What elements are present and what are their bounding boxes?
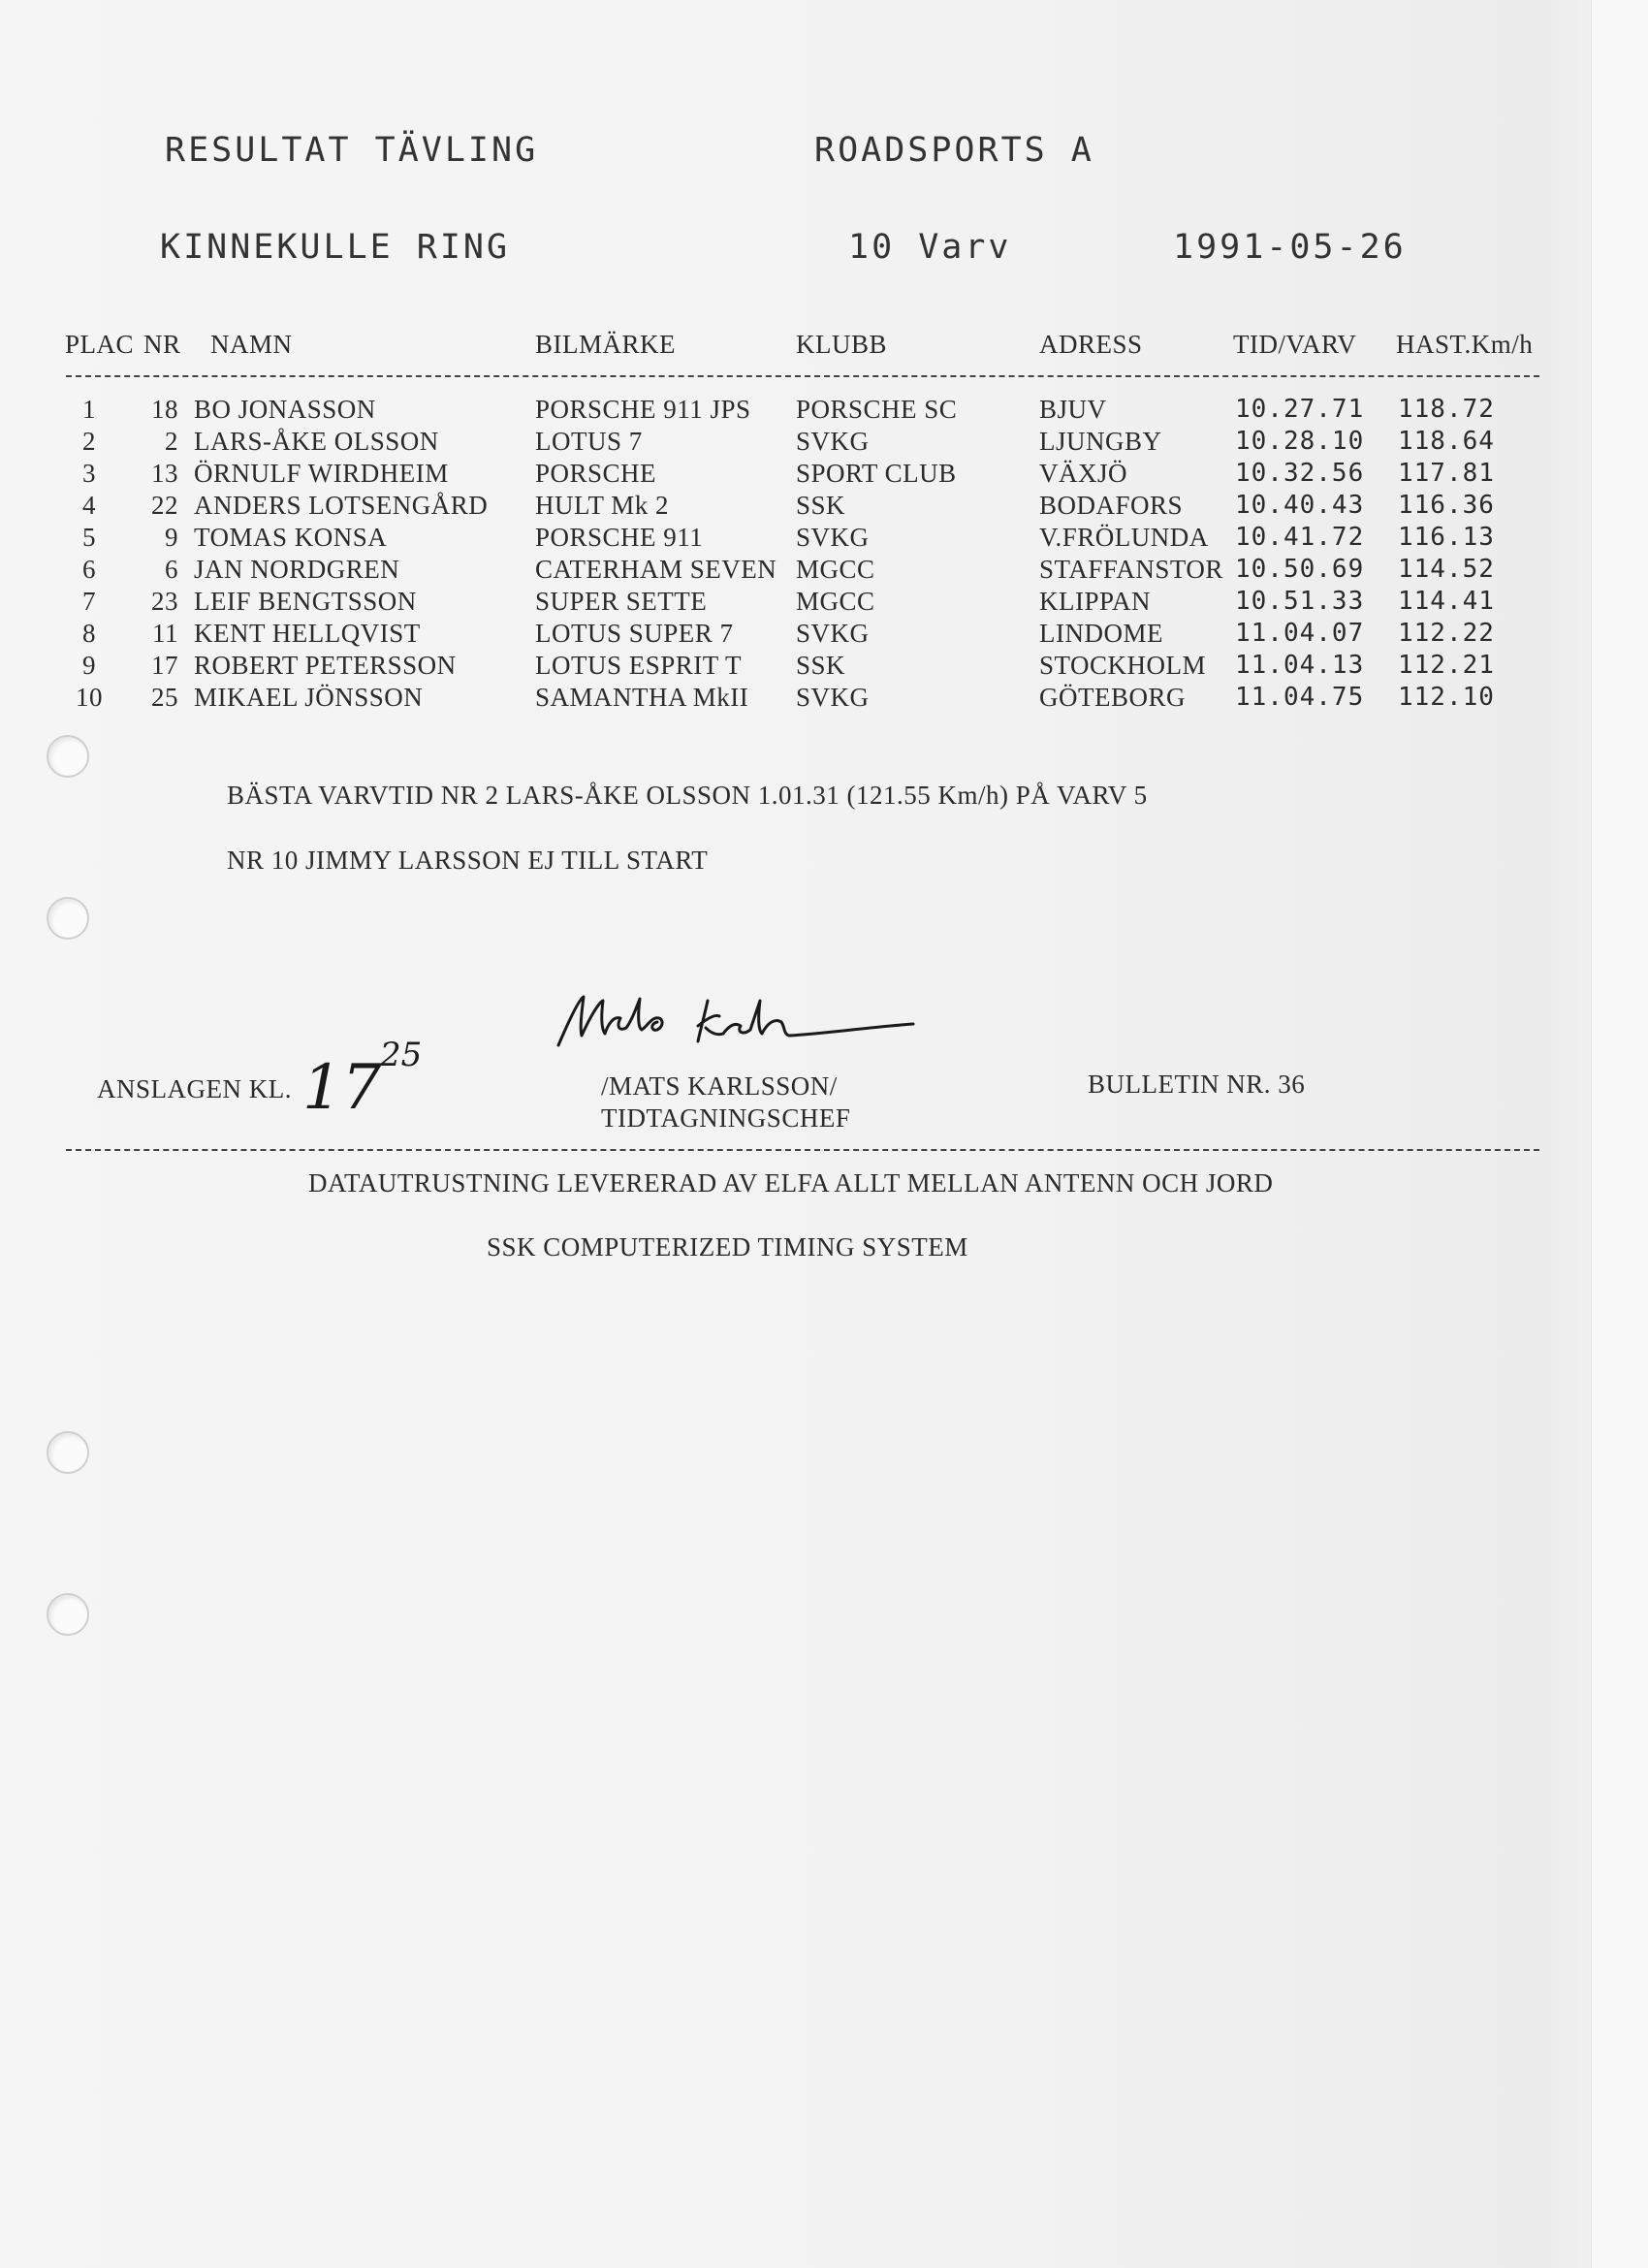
row-hast: 117.81 <box>1398 459 1495 488</box>
row-bilmarke: PORSCHE 911 <box>535 523 704 552</box>
row-tid: 10.27.71 <box>1235 395 1365 424</box>
row-hast: 118.64 <box>1398 427 1495 456</box>
no-start-note: NR 10 JIMMY LARSSON EJ TILL START <box>227 846 709 875</box>
table-row <box>0 683 1648 715</box>
col-nr: NR <box>143 330 181 359</box>
row-bilmarke: LOTUS 7 <box>535 427 643 456</box>
row-namn: ÖRNULF WIRDHEIM <box>194 459 449 488</box>
row-adress: GÖTEBORG <box>1039 683 1186 712</box>
row-klubb: SVKG <box>796 683 870 712</box>
header-laps: 10 Varv <box>848 228 1012 267</box>
row-hast: 112.10 <box>1398 683 1495 712</box>
row-klubb: SSK <box>796 651 846 680</box>
row-bilmarke: PORSCHE <box>535 459 657 488</box>
footer-divider <box>66 1149 1539 1151</box>
row-nr: 9 <box>165 523 178 552</box>
row-nr: 23 <box>151 587 178 616</box>
table-row <box>0 395 1648 427</box>
posted-hour: 17 <box>302 1052 382 1124</box>
col-namn: NAMN <box>210 330 293 359</box>
binder-hole <box>47 1431 89 1474</box>
col-hast: HAST.Km/h <box>1396 330 1534 359</box>
binder-hole <box>47 1593 89 1636</box>
row-klubb: SVKG <box>796 619 870 648</box>
row-plac: 7 <box>82 587 96 616</box>
header-track: KINNEKULLE RING <box>160 228 511 267</box>
posted-label: ANSLAGEN KL. <box>97 1074 292 1103</box>
binder-hole <box>47 735 89 778</box>
row-tid: 10.32.56 <box>1235 459 1365 488</box>
best-lap-note: BÄSTA VARVTID NR 2 LARS-ÅKE OLSSON 1.01.31 (121.55 Km/h) PÅ VARV 5 <box>227 781 1148 810</box>
row-tid: 10.41.72 <box>1235 523 1365 552</box>
row-hast: 118.72 <box>1398 395 1495 424</box>
row-klubb: SPORT CLUB <box>796 459 957 488</box>
row-adress: STOCKHOLM <box>1039 651 1207 680</box>
row-plac: 4 <box>82 491 96 520</box>
row-tid: 11.04.75 <box>1235 683 1365 712</box>
row-klubb: SSK <box>796 491 846 520</box>
row-adress: KLIPPAN <box>1039 587 1152 616</box>
row-tid: 10.28.10 <box>1235 427 1365 456</box>
row-bilmarke: LOTUS SUPER 7 <box>535 619 734 648</box>
row-adress: VÄXJÖ <box>1039 459 1128 488</box>
row-nr: 13 <box>151 459 178 488</box>
row-hast: 114.41 <box>1398 587 1495 616</box>
row-namn: MIKAEL JÖNSSON <box>194 683 424 712</box>
row-nr: 11 <box>152 619 178 648</box>
table-row <box>0 491 1648 523</box>
row-klubb: PORSCHE SC <box>796 395 958 424</box>
table-row <box>0 523 1648 555</box>
row-adress: V.FRÖLUNDA <box>1039 523 1209 552</box>
timing-system-credit: SSK COMPUTERIZED TIMING SYSTEM <box>487 1232 968 1262</box>
table-row <box>0 587 1648 619</box>
row-klubb: SVKG <box>796 523 870 552</box>
table-row <box>0 555 1648 587</box>
row-hast: 116.36 <box>1398 491 1495 520</box>
header-divider <box>66 375 1539 377</box>
row-namn: ROBERT PETERSSON <box>194 651 457 680</box>
row-adress: BJUV <box>1039 395 1107 424</box>
table-row <box>0 459 1648 491</box>
row-bilmarke: CATERHAM SEVEN <box>535 555 777 584</box>
col-adress: ADRESS <box>1039 330 1143 359</box>
row-namn: KENT HELLQVIST <box>194 619 421 648</box>
col-bilmarke: BILMÄRKE <box>535 330 676 359</box>
table-row <box>0 427 1648 459</box>
row-namn: TOMAS KONSA <box>194 523 388 552</box>
row-klubb: MGCC <box>796 555 875 584</box>
equipment-credit: DATAUTRUSTNING LEVERERAD AV ELFA ALLT MELLAN ANTENN OCH JORD <box>308 1168 1274 1198</box>
posted-minutes: 25 <box>380 1036 423 1074</box>
row-adress: STAFFANSTOR <box>1039 555 1223 584</box>
signer-name: /MATS KARLSSON/ <box>601 1071 838 1101</box>
signature <box>553 979 921 1062</box>
row-namn: JAN NORDGREN <box>194 555 400 584</box>
binder-hole <box>47 897 89 940</box>
row-tid: 11.04.07 <box>1235 619 1365 648</box>
header-date: 1991-05-26 <box>1173 228 1407 267</box>
row-adress: LINDOME <box>1039 619 1163 648</box>
bulletin-number: BULLETIN NR. 36 <box>1088 1070 1306 1099</box>
signer-title: TIDTAGNINGSCHEF <box>601 1103 851 1133</box>
row-plac: 6 <box>82 555 96 584</box>
row-bilmarke: SUPER SETTE <box>535 587 708 616</box>
paper-edge <box>1591 0 1648 2268</box>
table-row <box>0 651 1648 683</box>
row-hast: 116.13 <box>1398 523 1495 552</box>
row-nr: 25 <box>151 683 178 712</box>
row-namn: ANDERS LOTSENGÅRD <box>194 491 489 520</box>
row-nr: 6 <box>165 555 178 584</box>
row-hast: 112.22 <box>1398 619 1495 648</box>
results-table <box>0 395 1648 715</box>
row-nr: 18 <box>151 395 178 424</box>
row-plac: 10 <box>76 683 103 712</box>
row-hast: 114.52 <box>1398 555 1495 584</box>
row-plac: 1 <box>82 395 96 424</box>
row-plac: 9 <box>82 651 96 680</box>
header-title: RESULTAT TÄVLING <box>165 131 539 170</box>
row-bilmarke: SAMANTHA MkII <box>535 683 749 712</box>
row-klubb: MGCC <box>796 587 875 616</box>
row-hast: 112.21 <box>1398 651 1495 680</box>
row-tid: 11.04.13 <box>1235 651 1365 680</box>
row-plac: 5 <box>82 523 96 552</box>
row-namn: LEIF BENGTSSON <box>194 587 417 616</box>
row-plac: 2 <box>82 427 96 456</box>
signature-scribble <box>553 979 921 1057</box>
row-nr: 17 <box>151 651 178 680</box>
col-tid: TID/VARV <box>1233 330 1357 359</box>
row-tid: 10.51.33 <box>1235 587 1365 616</box>
row-bilmarke: PORSCHE 911 JPS <box>535 395 751 424</box>
row-nr: 2 <box>165 427 178 456</box>
row-adress: BODAFORS <box>1039 491 1184 520</box>
row-plac: 8 <box>82 619 96 648</box>
col-klubb: KLUBB <box>796 330 888 359</box>
row-tid: 10.50.69 <box>1235 555 1365 584</box>
row-namn: BO JONASSON <box>194 395 376 424</box>
row-adress: LJUNGBY <box>1039 427 1162 456</box>
row-bilmarke: LOTUS ESPRIT T <box>535 651 743 680</box>
table-row <box>0 619 1648 651</box>
row-tid: 10.40.43 <box>1235 491 1365 520</box>
col-plac: PLAC <box>65 330 135 359</box>
row-bilmarke: HULT Mk 2 <box>535 491 670 520</box>
row-plac: 3 <box>82 459 96 488</box>
row-namn: LARS-ÅKE OLSSON <box>194 427 439 456</box>
row-nr: 22 <box>151 491 178 520</box>
row-klubb: SVKG <box>796 427 870 456</box>
header-class: ROADSPORTS A <box>814 131 1094 170</box>
